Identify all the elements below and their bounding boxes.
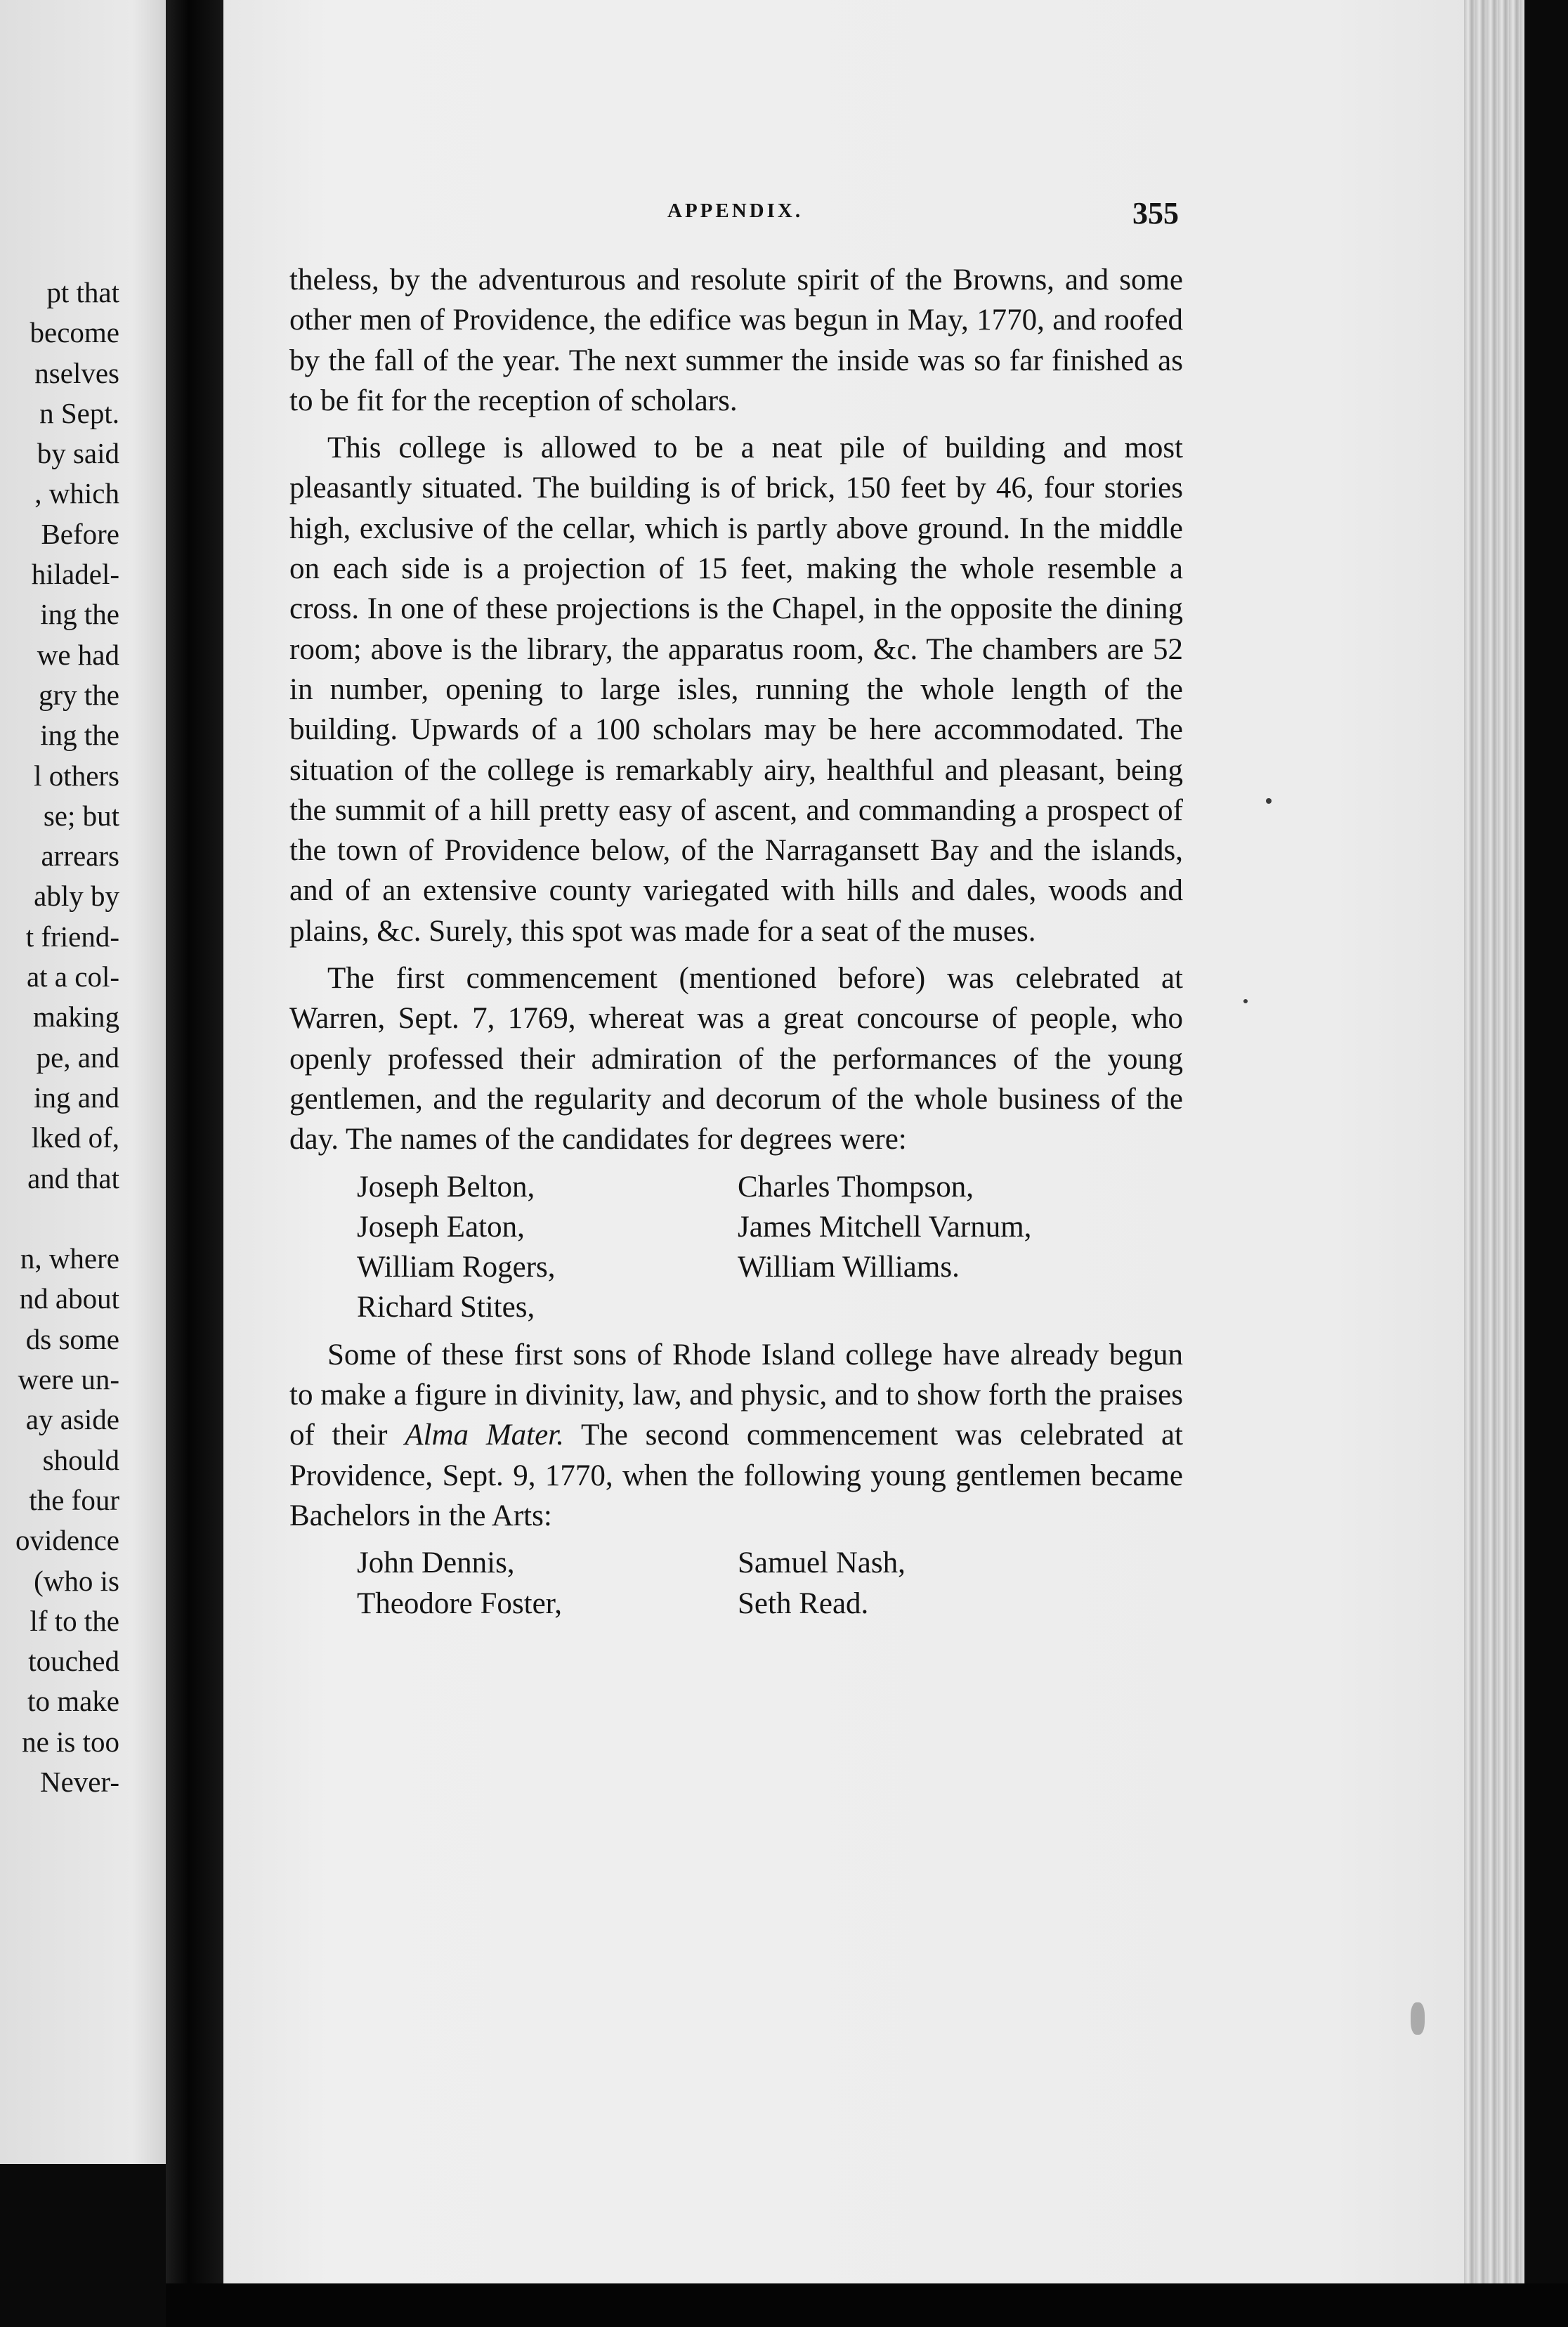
previous-page-line: ably by xyxy=(34,880,119,913)
paragraph-text: The second commencement was celebrated at Providence, Sept. 9, 1770, when the following young gentlemen became Bachelors in the Arts: xyxy=(289,1419,1183,1532)
previous-page-line: nselves xyxy=(34,356,119,389)
page-edge xyxy=(1464,0,1524,2283)
previous-page-fragment xyxy=(0,0,166,2164)
previous-page-line: become xyxy=(30,316,119,349)
previous-page-line: making xyxy=(33,1000,119,1034)
page-number: 355 xyxy=(1132,196,1179,230)
previous-page-line: gry the xyxy=(39,678,119,711)
graduate-name: Richard Stites, xyxy=(357,1291,535,1324)
previous-page-line: ing the xyxy=(40,598,119,631)
previous-page-line: ing the xyxy=(40,719,119,752)
paper-speck xyxy=(1266,798,1272,804)
page-header xyxy=(223,195,1524,237)
previous-page-line: at a col- xyxy=(26,960,119,993)
previous-page-line: arrears xyxy=(41,840,119,873)
previous-page-line: should xyxy=(42,1443,119,1476)
paragraph-text: Some of these first sons of Rhode Island college have already begun to make a figure in divinity, law, and physic, and to show forth the praises of their xyxy=(289,1338,1183,1452)
previous-page-line: , which xyxy=(34,477,119,510)
previous-page-line: lf to the xyxy=(30,1604,119,1637)
running-head: APPENDIX. xyxy=(667,200,804,222)
paragraph: The first commencement (mentioned before) was celebrated at Warren, Sept. 7, 1769, whereat was a great concourse of people, who openly professed their admiration of the performances of the young gentlemen, and the regularity and decorum of the whole business of the day. The names of the candidates for degrees were: xyxy=(289,962,1183,1156)
previous-page-line: to make xyxy=(27,1685,119,1718)
previous-page-line: ovidence xyxy=(15,1524,119,1557)
graduate-name: William Rogers, xyxy=(357,1251,556,1284)
graduate-name xyxy=(738,1287,1229,1327)
graduate-name: Theodore Foster, xyxy=(357,1586,563,1620)
previous-page-line: by said xyxy=(37,437,119,470)
previous-page-line: touched xyxy=(28,1645,119,1678)
graduate-name: Charles Thompson, xyxy=(738,1170,974,1204)
graduate-name: Joseph Eaton, xyxy=(357,1210,525,1244)
body-text xyxy=(289,260,1183,1631)
graduate-list-1770 xyxy=(357,1543,1183,1624)
previous-page-line: were un- xyxy=(18,1363,119,1396)
graduate-name: Samuel Nash, xyxy=(738,1546,906,1580)
previous-page-line: n Sept. xyxy=(39,396,119,429)
previous-page-line: ing and xyxy=(34,1081,119,1114)
previous-page-line xyxy=(15,1199,119,1239)
previous-page-line: t friend- xyxy=(25,920,119,953)
previous-page-line: ay aside xyxy=(25,1403,119,1436)
previous-page-line: and that xyxy=(27,1161,119,1194)
paragraph: theless, by the adventurous and resolute spirit of the Browns, and some other men of Providence, the edifice was begun in May, 1770, and roofed by the fall of the year. The next summer the inside was so far finished as to be fit for the reception of scholars. xyxy=(289,263,1183,417)
graduate-name: William Williams. xyxy=(738,1251,960,1284)
previous-page-line: Never- xyxy=(40,1765,119,1798)
previous-page-line: pt that xyxy=(46,276,119,308)
previous-page-line: lked of, xyxy=(31,1121,119,1154)
previous-page-line: the four xyxy=(29,1483,119,1516)
previous-page-line: pe, and xyxy=(36,1041,119,1074)
paper-speck xyxy=(1243,999,1248,1003)
previous-page-text xyxy=(15,273,119,1802)
graduate-list-1769 xyxy=(357,1167,1183,1328)
previous-page-line: hiladel- xyxy=(31,558,119,591)
previous-page-line: we had xyxy=(37,638,119,671)
previous-page-line: l others xyxy=(34,759,119,792)
italic-phrase: Alma Mater. xyxy=(405,1419,564,1452)
previous-page-line: se; but xyxy=(43,799,119,832)
page-bottom-shadow xyxy=(166,2283,1568,2327)
previous-page-line: ne is too xyxy=(22,1725,119,1758)
graduate-name: John Dennis, xyxy=(357,1546,515,1580)
graduate-name: Seth Read. xyxy=(738,1586,869,1620)
previous-page-line: nd about xyxy=(19,1282,119,1315)
graduate-name: Joseph Belton, xyxy=(357,1170,535,1204)
previous-page-line: (who is xyxy=(34,1564,119,1597)
book-gutter xyxy=(166,0,223,2327)
previous-page-line: ds some xyxy=(25,1322,119,1355)
paragraph: This college is allowed to be a neat pile of building and most pleasantly situated. The building is of brick, 150 feet by 46, four stories high, exclusive of the cellar, which is partly above ground. In the middle on each side is a projection of 15 feet, making the whole resemble a cross. In one of these projections is the Chapel, in the opposite the dining room; above is the library, the apparatus room, &c. The chambers are 52 in number, opening to large isles, running the whole length of the building. Upwards of a 100 scholars may be here accommodated. The situation of the college is remarkably airy, healthful and pleasant, being the summit of a hill pretty easy of ascent, and commanding a prospect of the town of Providence below, of the Narragansett Bay and the islands, and of an extensive county variegated with hills and dales, woods and plains, &c. Surely, this spot was made for a seat of the muses. xyxy=(289,431,1183,948)
graduate-name: James Mitchell Varnum, xyxy=(738,1210,1032,1244)
paper-speck xyxy=(1411,2002,1425,2035)
previous-page-line: n, where xyxy=(20,1242,119,1275)
paragraph xyxy=(289,1335,1183,1536)
previous-page-line: Before xyxy=(41,517,119,550)
book-page xyxy=(223,0,1524,2283)
